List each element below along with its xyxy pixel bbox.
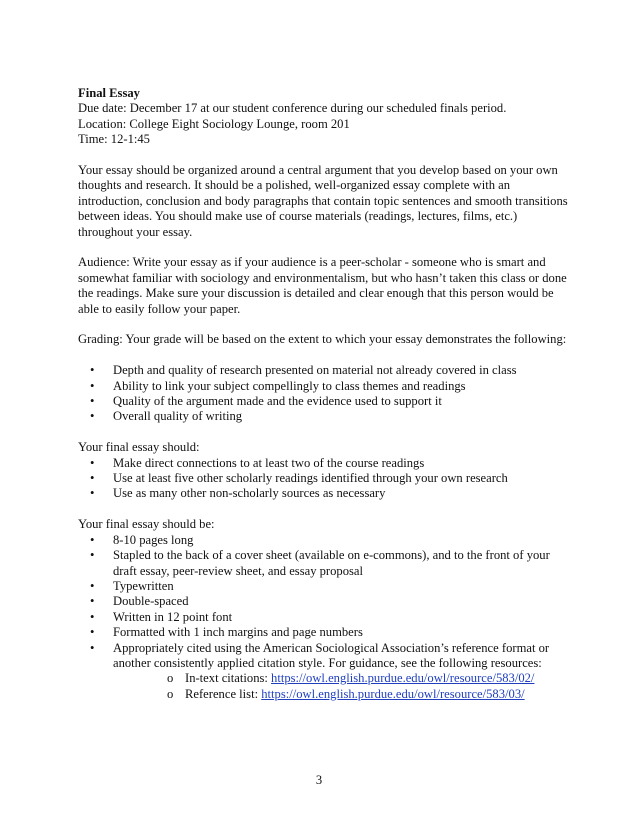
should-be-list — [78, 533, 578, 702]
bullet-icon: • — [90, 378, 95, 393]
bullet-icon: • — [90, 640, 95, 655]
list-item: • Depth and quality of research presented on material not already covered in class — [90, 363, 517, 378]
location-line: Location: College Eight Sociology Lounge, room 201 — [78, 116, 350, 131]
should-be-intro: Your final essay should be: — [78, 517, 215, 532]
paragraph-line: introduction, conclusion and body paragraphs that contain topic sentences and smooth transitions — [78, 193, 568, 208]
paragraph-line: Your essay should be organized around a central argument that you develop based on your own — [78, 163, 558, 178]
bullet-icon: • — [90, 594, 95, 609]
list-item: • Use at least five other scholarly readings identified through your own research — [90, 471, 508, 486]
list-item: • Formatted with 1 inch margins and page numbers — [90, 625, 363, 640]
grading-intro: Grading: Your grade will be based on the extent to which your essay demonstrates the following: — [78, 332, 567, 347]
list-item — [113, 687, 578, 702]
bullet-icon: • — [90, 394, 95, 409]
paragraph-line: Audience: Write your essay as if your audience is a peer-scholar - someone who is smart and — [78, 255, 546, 270]
reference-list-link[interactable]: https://owl.english.purdue.edu/owl/resource/583/03/ — [261, 686, 525, 701]
paragraph-organization — [78, 163, 578, 240]
list-item: • Ability to link your subject compellingly to class themes and readings — [90, 378, 466, 393]
resource-label: In-text citations: — [185, 671, 272, 686]
in-text-citations-link[interactable]: https://owl.english.purdue.edu/owl/resource/583/02/ — [271, 671, 535, 686]
list-item: • Use as many other non-scholarly sources as necessary — [90, 486, 386, 501]
sub-bullet-icon: o — [167, 671, 174, 686]
list-item: • Written in 12 point font — [90, 609, 233, 624]
bullet-icon: • — [90, 578, 95, 593]
list-item: • Stapled to the back of a cover sheet (available on e-commons), and to the front of your draft essay, peer-review sheet, and essay proposal — [90, 548, 550, 578]
paragraph-line: somewhat familiar with sociology and environmentalism, but who hasn’t taken this class or done — [78, 270, 567, 285]
should-list — [78, 456, 578, 502]
paragraph-line: throughout your essay. — [78, 224, 193, 239]
paragraph-audience — [78, 255, 578, 317]
list-item: • Overall quality of writing — [90, 409, 243, 424]
list-item: • Typewritten — [90, 578, 174, 593]
list-item: • Make direct connections to at least two of the course readings — [90, 455, 425, 470]
should-intro: Your final essay should: — [78, 440, 200, 455]
bullet-icon: • — [90, 486, 95, 501]
due-date-line: Due date: December 17 at our student conference during our scheduled finals period. — [78, 101, 507, 116]
document-title: Final Essay — [78, 86, 140, 100]
bullet-icon: • — [90, 409, 95, 424]
bullet-icon: • — [90, 455, 95, 470]
bullet-icon: • — [90, 609, 95, 624]
list-item: • Quality of the argument made and the evidence used to support it — [90, 394, 442, 409]
resource-label: Reference list: — [185, 686, 262, 701]
document-body — [78, 86, 578, 702]
list-item: • Appropriately cited using the American Sociological Association’s reference format or another consistently applied citation style. For guidance, see the following resources: o In-text citations: https://owl.english.purdue.edu/owl/resource/583/02/ o Reference list: https://owl.english.purdue.edu/owl/resource/583/03/ — [78, 641, 578, 703]
paragraph-line: between ideas. You should make use of course materials (readings, lectures, films, etc.) — [78, 209, 518, 224]
paragraph-line: able to easily follow your paper. — [78, 301, 241, 316]
paragraph-line: the readings. Make sure your discussion is detailed and clear enough that this person would be — [78, 286, 554, 301]
bullet-icon: • — [90, 548, 95, 563]
bullet-icon: • — [90, 471, 95, 486]
time-line: Time: 12-1:45 — [78, 132, 150, 147]
bullet-icon: • — [90, 532, 95, 547]
sub-bullet-icon: o — [167, 686, 174, 701]
list-item: • Double-spaced — [90, 594, 189, 609]
list-item: • 8-10 pages long — [90, 532, 194, 547]
page-number: 3 — [315, 773, 323, 787]
list-item — [113, 671, 578, 686]
grading-list — [78, 363, 578, 425]
resource-list — [113, 671, 578, 702]
bullet-icon: • — [90, 363, 95, 378]
bullet-icon: • — [90, 625, 95, 640]
paragraph-line: thoughts and research. It should be a polished, well-organized essay complete with an — [78, 178, 511, 193]
